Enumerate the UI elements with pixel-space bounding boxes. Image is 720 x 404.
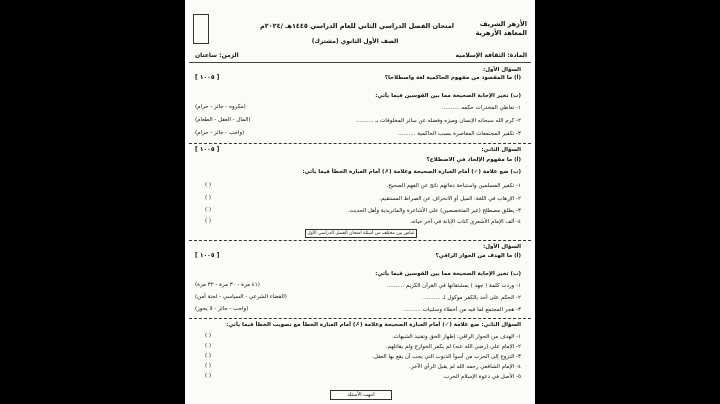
divider — [189, 240, 531, 241]
item-options: (واجب - جائز - حرام) — [195, 130, 245, 136]
question-item: ٢- الإرهاب في اللغة: الميل أو الانحراف عن الصراط المستقيم. — [379, 196, 521, 202]
item-options: (مكروه - جائز - حرام) — [195, 104, 246, 110]
item-options: (واجب - جائز - لا يجوز) — [195, 306, 249, 312]
organization-name: الأزهر الشريف المعاهد الأزهرية — [475, 20, 527, 37]
divider — [189, 318, 531, 319]
question-marks: [ ١٠٠٥ ] — [195, 74, 220, 81]
institution-seal — [193, 14, 209, 44]
answer-box: ( ) — [205, 363, 212, 369]
question-item: ١- وردت كلمة ( جهد ) بمشتقاتها في القرآن الكريم .......... — [386, 283, 521, 289]
question-item: ١- الهدف من الحوار الراقي: إظهار الحق وتفنيد الشبهات. — [391, 334, 521, 340]
question-label: السؤال الثاني: ضع علامة (✓) أمام العبارة الصحيحة وعلامة (✗) أمام العبارة الخطأ مع تصويب الخطأ فيما يأتي: — [226, 322, 521, 328]
question-a: (أ) ما الهدف من الحوار الراقي؟ — [435, 253, 521, 259]
grade-level: الصف الأول الثانوي (مشترك) — [311, 38, 399, 45]
answer-box: ( ) — [205, 333, 212, 339]
end-of-questions: انتهت الأسئلة — [330, 390, 392, 400]
question-item: ٢- كرم الله سبحانه الإنسان وميزه وفضله عن سائر المخلوقات بـ .......... — [355, 118, 521, 124]
question-item: ٣- النزوع إلى الحرب من أسوأ الذنوب التي يجب أن يقع بها العقل. — [372, 354, 521, 360]
question-item: ٤- ألف الإمام الأشعري كتاب الإبانة في آخر حياته. — [409, 219, 521, 225]
question-item: ٢- الإمام علي (رضي الله عنه) لم يكفر الخوارج ولم يقاتلهم. — [385, 344, 521, 350]
exam-header — [185, 0, 535, 60]
question-b: (ب) تخير الإجابة الصحيحة مما بين القوسين فيما يأتي: — [375, 93, 521, 99]
answer-box: ( ) — [205, 195, 212, 201]
question-b: (ب) ضع علامة (✓) أمام العبارة الصحيحة وعلامة (✗) أمام العبارة الخطأ فيما يأتي: — [302, 169, 521, 175]
time-label: الزمن: ساعتان — [195, 52, 239, 59]
subject-label: المادة: الثقافة الإسلامية — [455, 52, 527, 59]
question-item: ٤- الإمام الشافعي رحمه الله لم يقبل الرأي الآخر. — [409, 364, 521, 370]
question-item: ١- تعاطي المخدرات حكمه .......... — [442, 105, 521, 111]
question-item: ٣- هجر المجتمع لما فيه من أخطاء وسلبيات .......... — [403, 307, 521, 313]
item-options: (المال - العقل - الطعام) — [195, 117, 251, 123]
answer-box: ( ) — [205, 343, 212, 349]
question-a: (أ) ما المقصود من مفهوم الحاكمية لغة واصطلاحا؟ — [384, 75, 521, 81]
question-label: السؤال الثاني: — [481, 147, 521, 153]
question-a: (أ) ما مفهوم الإلحاد في الاصطلاح؟ — [426, 157, 521, 163]
item-options: (٤١ مرة - ٣٠ مرة - ٣٢ مرة) — [195, 282, 260, 288]
question-item: ١- تكفير المسلمين واستباحة دمائهم ناتج عن الفهم الصحيح. — [386, 183, 521, 189]
divider — [189, 62, 531, 63]
section-note: عباس بين مختلف من أسئلة امتحان الفصل الدراسي الأول — [305, 229, 417, 238]
answer-box: ( ) — [205, 373, 212, 379]
question-item: ٥- الأصل في دعوة الإسلام الحرب. — [442, 374, 521, 380]
answer-box: ( ) — [205, 218, 212, 224]
answer-box: ( ) — [205, 182, 212, 188]
divider — [189, 143, 531, 144]
exam-paper — [185, 0, 535, 404]
question-marks: [ ١٠٠٥ ] — [195, 146, 220, 153]
question-item: ٣- يطلق مصطلح (غير المتخصصين) على الأشاعرة والماتريدية وأهل الحديث. — [347, 208, 521, 214]
question-label: السؤال الأول: — [483, 244, 521, 250]
item-options: (القضاء الشرعي - السياسي - لجنة أمن) — [195, 294, 287, 300]
answer-box: ( ) — [205, 353, 212, 359]
answer-box: ( ) — [205, 207, 212, 213]
question-marks: [ ١٠٠٥ ] — [195, 252, 220, 259]
question-item: ٣- تكفير المجتمعات المعاصرة بسبب الحاكمية .......... — [398, 131, 521, 137]
question-label: السؤال الأول: — [483, 67, 521, 73]
question-item: ٢- الحكم على أحد بالكفر موكول لـ .......... — [423, 295, 521, 301]
exam-title: امتحان الفصل الدراسي الثاني للعام الدراسي ١٤٤٥هـ /٢٠٢٤م — [259, 22, 455, 30]
question-b: (ب) تخير الإجابة الصحيحة مما بين القوسين فيما يأتي: — [375, 271, 521, 277]
